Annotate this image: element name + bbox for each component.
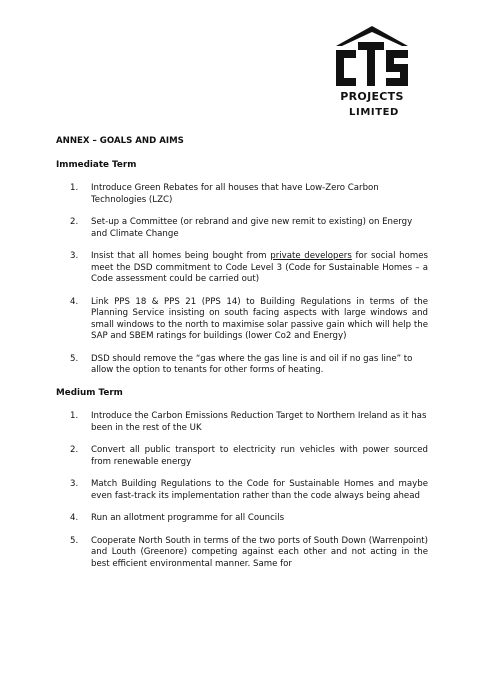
- list-item: [56, 445, 428, 468]
- list-item-number: 2.: [70, 445, 79, 455]
- list-item: [56, 354, 428, 377]
- list-item-text: Convert all public transport to electricity run vehicles with power sourced from renewable energy: [91, 445, 428, 467]
- cts-logo-mark-icon: [330, 24, 414, 90]
- list-item-number: 4.: [70, 296, 79, 307]
- list-item-text: Match Building Regulations to the Code for Sustainable Homes and maybe even fast-track its implementation rather than the code always being ahead: [91, 479, 428, 501]
- cts-projects-logo: [330, 24, 414, 124]
- list-item-text: Set-up a Committee (or rebrand and give new remit to existing) on Energy and Climate Change: [91, 217, 413, 239]
- private-developers-underlined-text: private developers: [270, 251, 352, 261]
- list-item: [56, 411, 428, 434]
- list-item: [56, 217, 428, 240]
- list-item: [56, 183, 428, 206]
- list-item-text-part: Insist that all homes being bought from: [91, 251, 271, 261]
- logo-projects-text: PROJECTS: [340, 90, 404, 103]
- list-item-number: 3.: [70, 251, 79, 261]
- medium-term-heading: Medium Term: [56, 387, 123, 398]
- logo-limited-text: LIMITED: [349, 107, 399, 118]
- list-item-text: Introduce Green Rebates for all houses that have Low-Zero Carbon Technologies (LZC): [91, 183, 379, 205]
- list-item-text: DSD should remove the “gas where the gas line is and oil if no gas line” to allow the option to tenants for other forms of heating.: [91, 353, 413, 375]
- list-item-number: 3.: [70, 479, 79, 489]
- list-item-text: Introduce the Carbon Emissions Reduction Target to Northern Ireland as it has been in the rest of the UK: [91, 411, 427, 433]
- list-item: [56, 536, 428, 571]
- list-item-number: 1.: [70, 183, 79, 193]
- annex-title: ANNEX – GOALS AND AIMS: [56, 136, 184, 146]
- list-item-number: 5.: [70, 535, 79, 546]
- list-item-number: 1.: [70, 411, 79, 421]
- list-item-text: Link PPS 18 & PPS 21 (PPS 14) to Building Regulations in terms of the Planning Service insisting on south facing aspects with large windows and small windows to the north to maximise solar passive gain which will help the SAP and SBEM ratings for buildings (lower Co2 and Energy): [91, 296, 428, 341]
- list-item-number: 5.: [70, 353, 79, 364]
- list-item: [56, 251, 428, 286]
- list-item-number: 2.: [70, 217, 79, 227]
- medium-term-list: [56, 411, 428, 570]
- annex-content: [56, 136, 428, 581]
- list-item-text: [86, 251, 428, 286]
- list-item: [56, 297, 428, 343]
- list-item-number: 4.: [70, 513, 79, 523]
- immediate-term-list: [56, 183, 428, 377]
- list-item-text-part: for social homes meet the DSD commitment to Code Level 3 (Code for Sustainable Homes – a Code assessment could be carried out): [91, 251, 428, 284]
- list-item-text: Run an allotment programme for all Councils: [91, 513, 285, 523]
- list-item-text: Cooperate North South in terms of the two ports of South Down (Warrenpoint) and Louth (Greenore) competing against each other and not acting in the best efficient environmental manner. Same for: [91, 535, 428, 569]
- list-item: [56, 479, 428, 502]
- list-item: [56, 513, 428, 525]
- immediate-term-heading: Immediate Term: [56, 159, 137, 170]
